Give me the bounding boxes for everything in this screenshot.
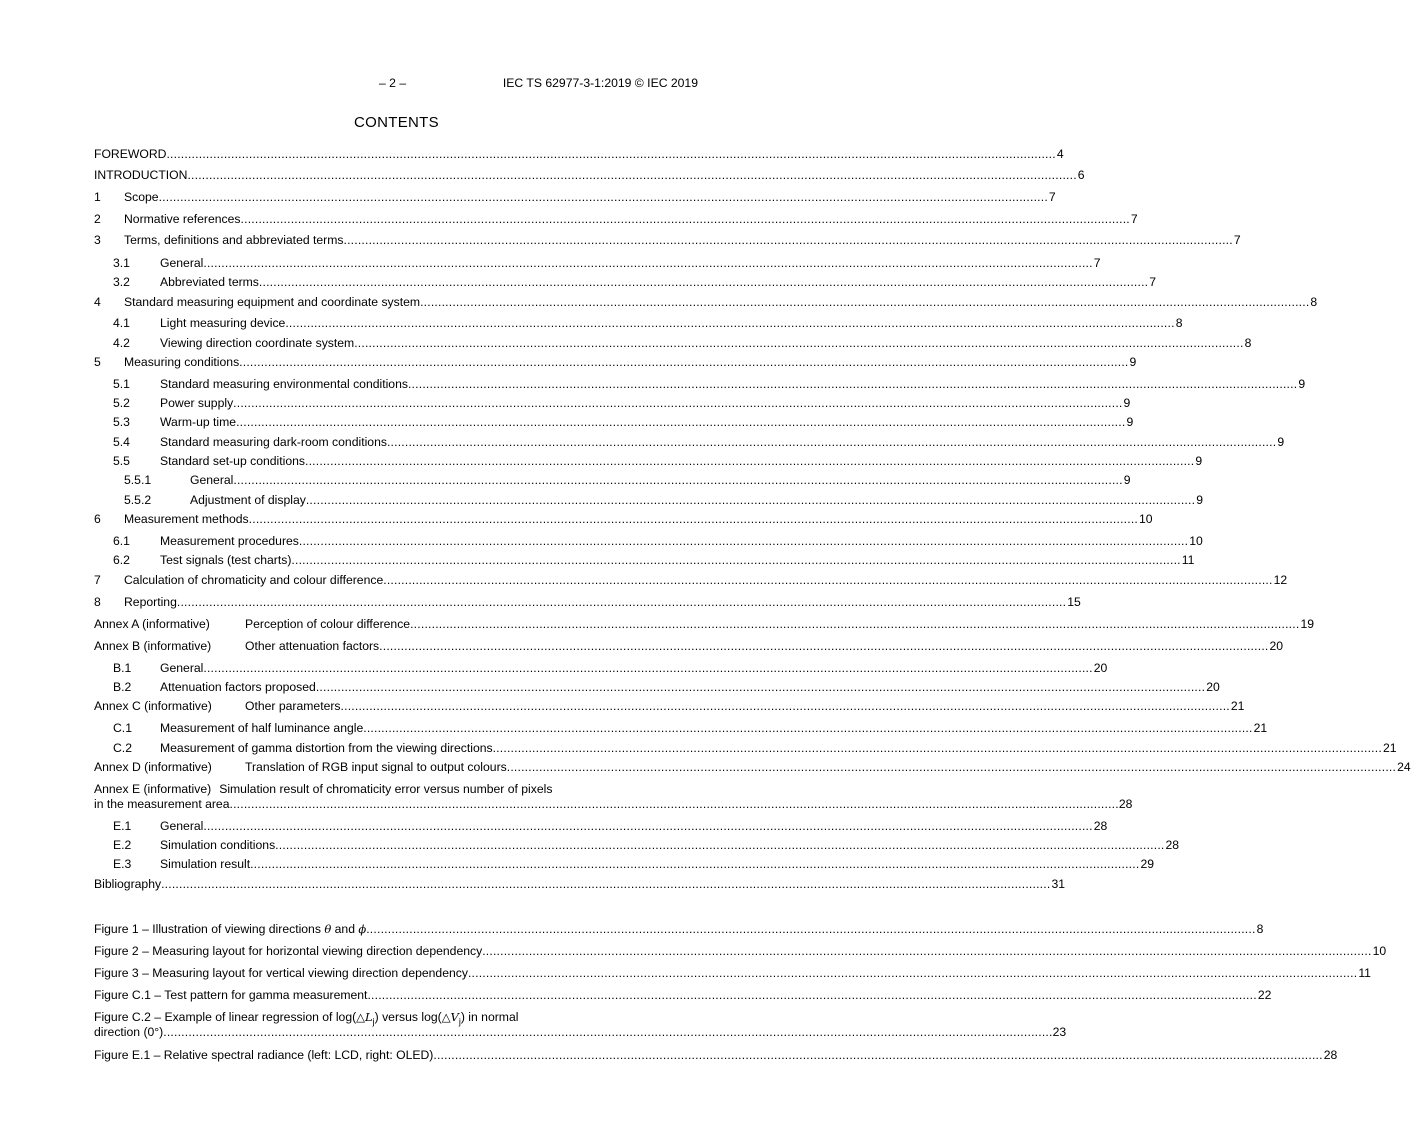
- page-number: – 2 –: [379, 76, 407, 90]
- page-title: CONTENTS: [354, 114, 439, 131]
- standard-reference: IEC TS 62977-3-1:2019 © IEC 2019: [502, 76, 698, 90]
- page-header: [94, 76, 698, 92]
